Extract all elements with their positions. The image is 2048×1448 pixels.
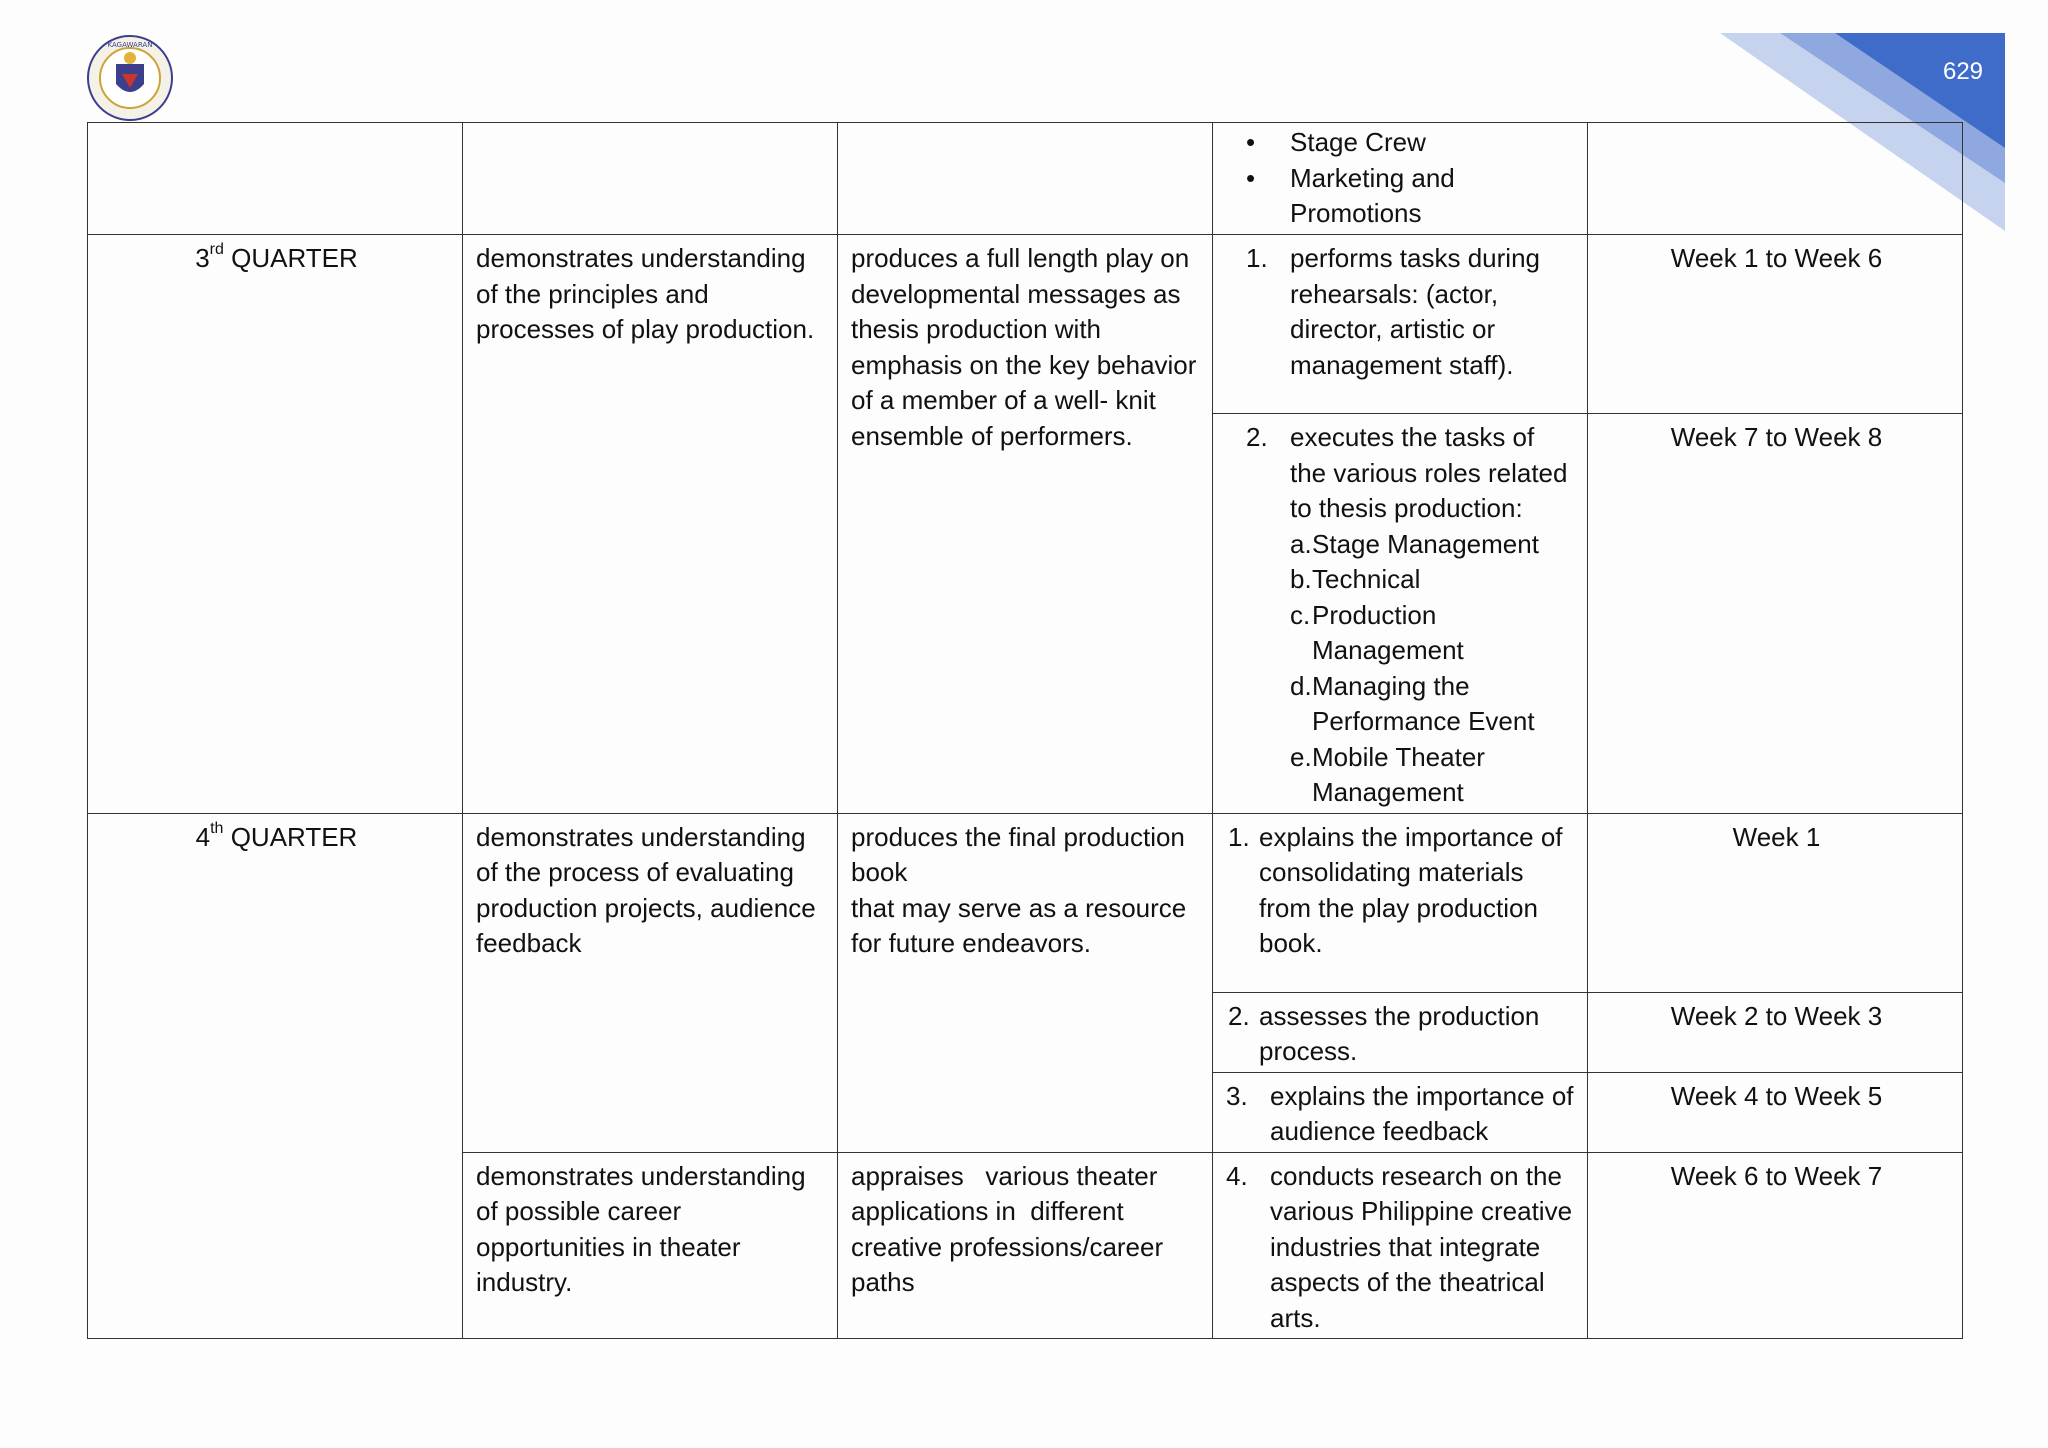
schedule-cell: Week 2 to Week 3 — [1588, 992, 1963, 1072]
sub-item: b. Technical — [1290, 564, 1421, 594]
list-item: 2. executes the tasks of the various roles related to thesis production: a. Stage Management b. Technical c. Production Management d. Managing the Performance Event e. Mobile Theater Management — [1246, 420, 1577, 811]
table-row — [88, 813, 1963, 992]
competency-cell — [1213, 1152, 1588, 1339]
quarter-cell: 4th QUARTER — [88, 813, 463, 1339]
curriculum-table — [87, 122, 1963, 1339]
performance-standard-cell — [838, 123, 1213, 235]
performance-standard-cell: appraises various theater applications in different creative professions/career paths — [838, 1152, 1213, 1339]
schedule-cell: Week 6 to Week 7 — [1588, 1152, 1963, 1339]
table-row — [88, 235, 1963, 414]
page-number: 629 — [1942, 58, 1984, 85]
svg-text:KAGAWARAN: KAGAWARAN — [107, 41, 153, 49]
bullet-icon: • — [1246, 162, 1256, 193]
bullet-list — [1226, 125, 1577, 232]
list-item: 1. performs tasks during rehearsals: (actor, director, artistic or management staff). — [1246, 243, 1540, 380]
performance-standard-cell: produces a full length play on developmental messages as thesis production with emphasis on the key behavior of a member of a well- knit ensemble of performers. — [838, 235, 1213, 814]
content-standard-cell: demonstrates understanding of the principles and processes of play production. — [463, 235, 838, 814]
table-row — [88, 123, 1963, 235]
sub-item: c. Production Management — [1290, 599, 1464, 665]
list-item: • Stage Crew — [1226, 125, 1577, 161]
competency-cell — [1213, 1072, 1588, 1152]
schedule-cell: Week 1 — [1588, 813, 1963, 992]
content-standard-cell: demonstrates understanding of the process of evaluating production projects, audience feedback — [463, 813, 838, 1152]
sub-item: a. Stage Management — [1290, 528, 1539, 559]
competency-cell — [1213, 992, 1588, 1072]
performance-standard-cell: produces the final production book that may serve as a resource for future endeavors. — [838, 813, 1213, 1152]
content-standard-cell: demonstrates understanding of possible career opportunities in theater industry. — [463, 1152, 838, 1339]
list-item: 1. explains the importance of consolidating materials from the play production book. — [1228, 821, 1563, 958]
sub-item: d. Managing the Performance Event — [1290, 670, 1535, 736]
competency-cell — [1213, 123, 1588, 235]
quarter-cell — [88, 123, 463, 235]
sub-item: e. Mobile Theater Management — [1290, 741, 1485, 807]
schedule-cell: Week 4 to Week 5 — [1588, 1072, 1963, 1152]
competency-cell — [1213, 235, 1588, 414]
competency-cell — [1213, 414, 1588, 814]
list-item: 2. assesses the production process. — [1228, 1000, 1540, 1066]
deped-seal-logo — [86, 34, 174, 122]
schedule-cell: Week 7 to Week 8 — [1588, 414, 1963, 814]
list-item: 3. explains the importance of audience feedback — [1226, 1080, 1574, 1146]
bullet-icon: • — [1246, 127, 1256, 157]
quarter-cell: 3rd QUARTER — [88, 235, 463, 814]
list-item: • Marketing and Promotions — [1246, 162, 1455, 228]
schedule-cell: Week 1 to Week 6 — [1588, 235, 1963, 414]
competency-cell — [1213, 813, 1588, 992]
schedule-cell — [1588, 123, 1963, 235]
list-item: 4. conducts research on the various Philippine creative industries that integrate aspects of the theatrical arts. — [1226, 1160, 1573, 1333]
content-standard-cell — [463, 123, 838, 235]
